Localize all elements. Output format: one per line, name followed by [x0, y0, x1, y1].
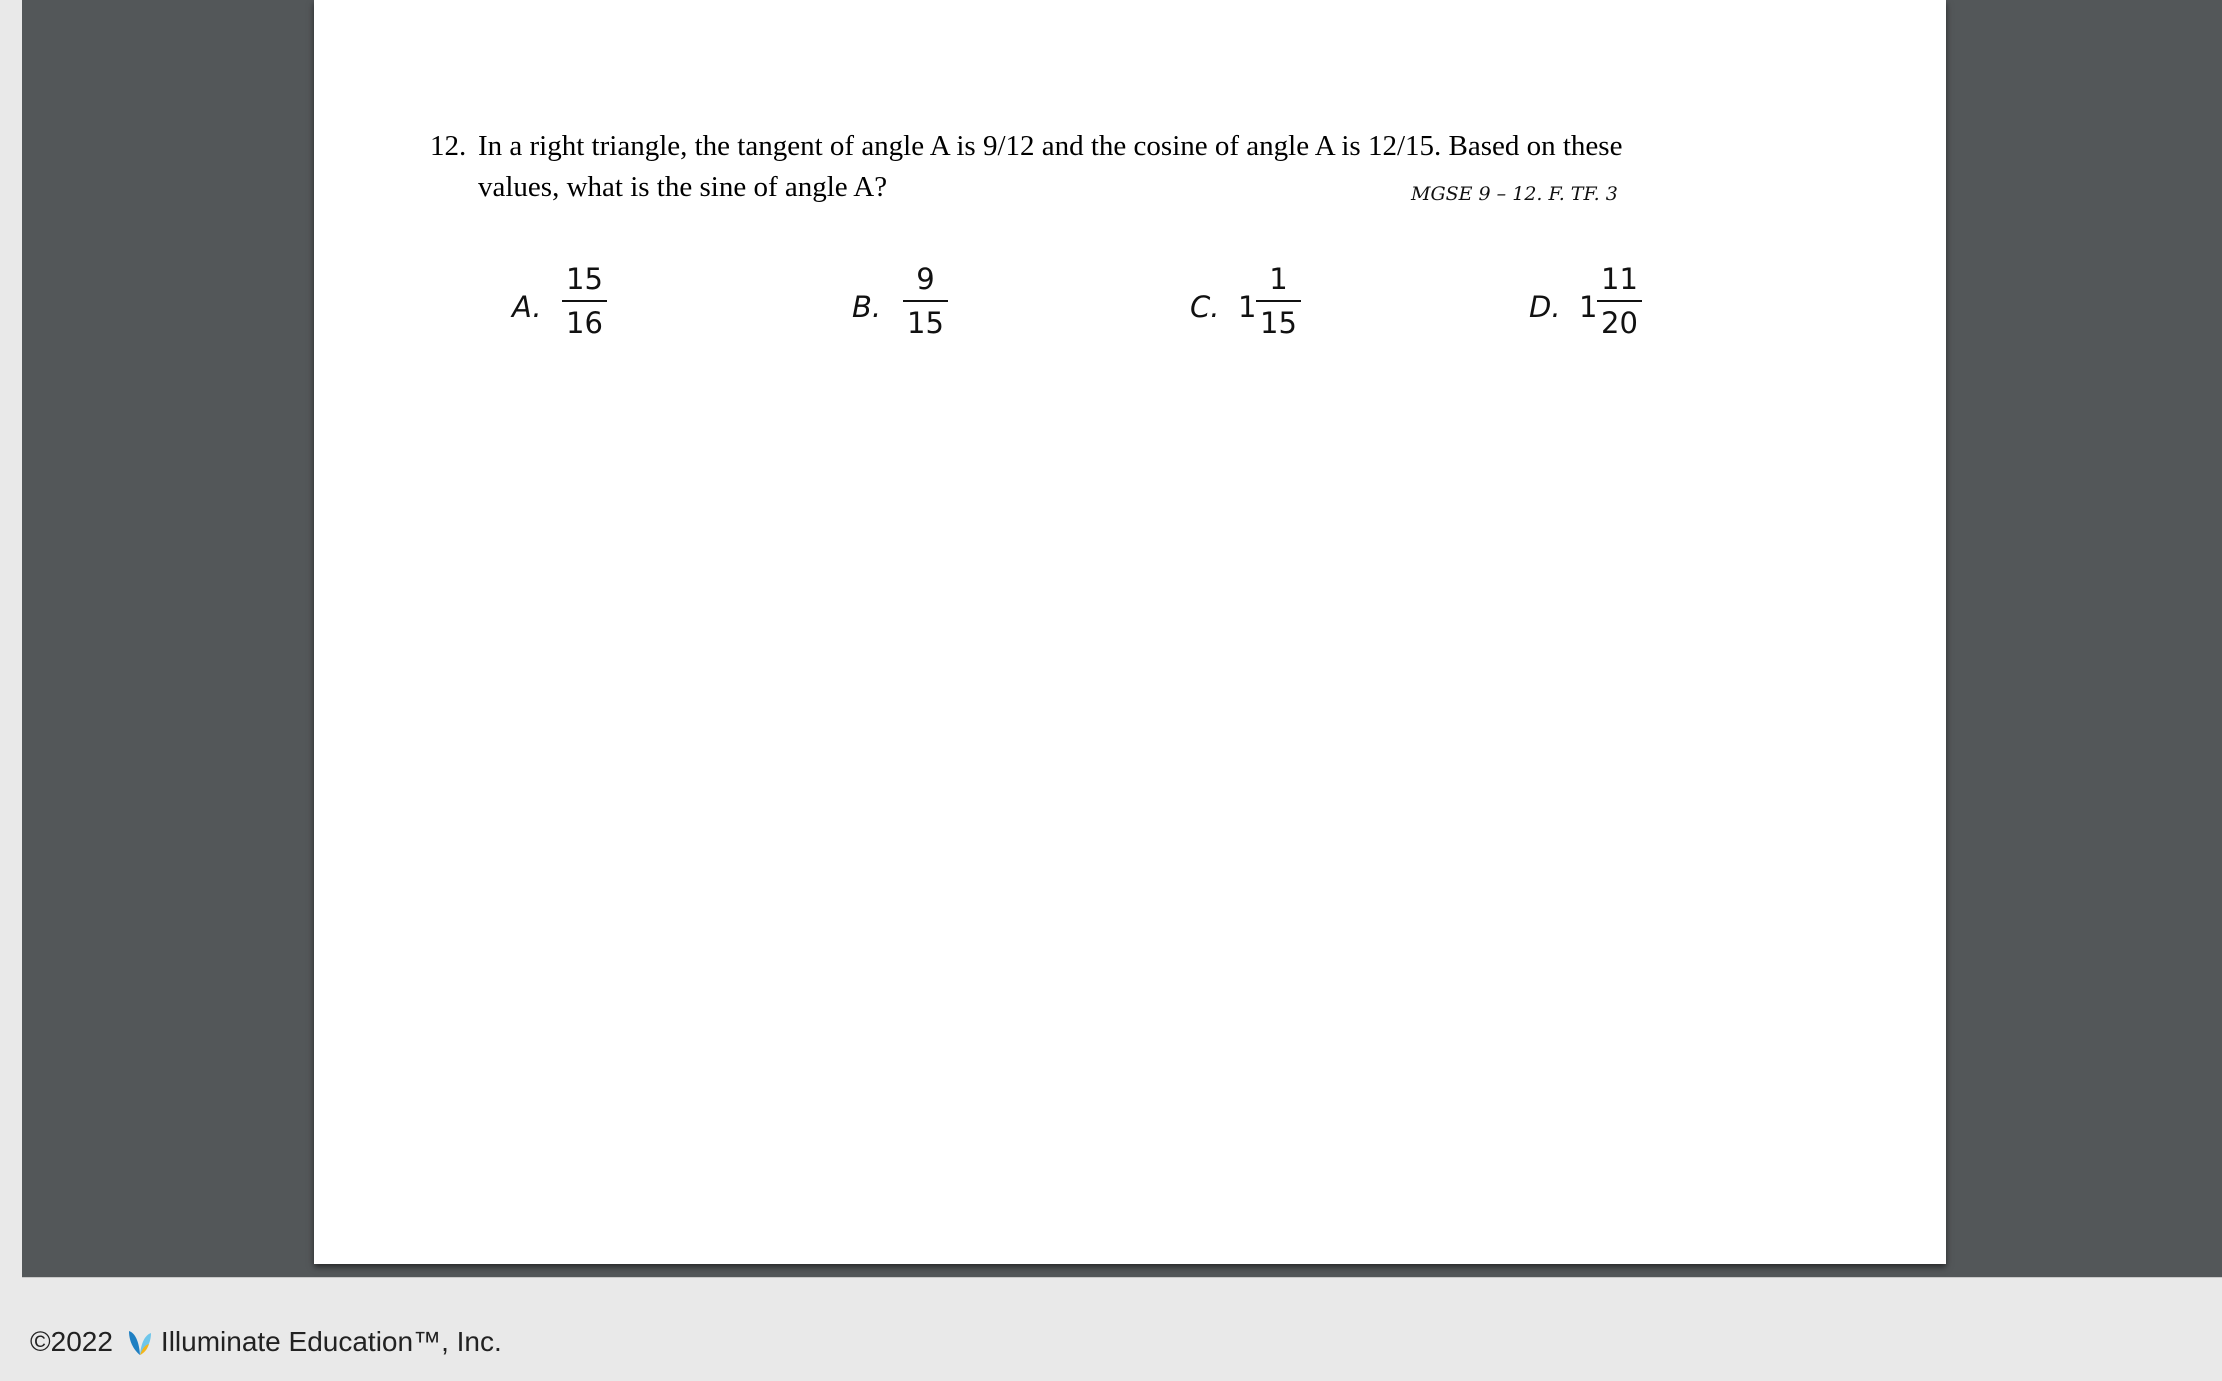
fraction-denominator: 15 [907, 306, 944, 340]
choice-letter: B. [852, 290, 882, 324]
choice-letter: C. [1190, 290, 1220, 324]
fraction-numerator: 1 [1269, 262, 1288, 296]
mixed-number-whole: 1 [1238, 290, 1257, 324]
choice-fraction [1597, 262, 1642, 340]
fraction-numerator: 9 [916, 262, 935, 296]
fraction-bar [1256, 300, 1301, 302]
choice-letter: A. [512, 290, 542, 324]
question-text-line-1: In a right triangle, the tangent of angle A is 9/12 and the cosine of angle A is 12/15. Based on these [478, 130, 1623, 162]
fraction-denominator: 15 [1260, 306, 1297, 340]
question-text-line-2: values, what is the sine of angle A? [478, 171, 888, 203]
choice-fraction [1256, 262, 1301, 340]
mixed-number-whole: 1 [1579, 290, 1598, 324]
fraction-numerator: 11 [1601, 262, 1638, 296]
copyright-text: ©2022 [30, 1326, 113, 1357]
document-page [314, 0, 1946, 1264]
document-viewer[interactable] [22, 0, 2222, 1278]
fraction-bar [903, 300, 948, 302]
company-name: Illuminate Education™, Inc. [160, 1326, 502, 1357]
choice-fraction [903, 262, 948, 340]
fraction-denominator: 20 [1601, 306, 1638, 340]
fraction-denominator: 16 [566, 306, 603, 340]
question-number: 12. [430, 130, 467, 162]
choice-letter: D. [1529, 290, 1561, 324]
fraction-bar [562, 300, 607, 302]
fraction-numerator: 15 [566, 262, 603, 296]
fraction-bar [1597, 300, 1642, 302]
footer [30, 1325, 502, 1359]
standard-code: MGSE 9 – 12. F. TF. 3 [1411, 183, 1618, 205]
choice-fraction [562, 262, 607, 340]
butterfly-logo-icon [125, 1325, 155, 1359]
